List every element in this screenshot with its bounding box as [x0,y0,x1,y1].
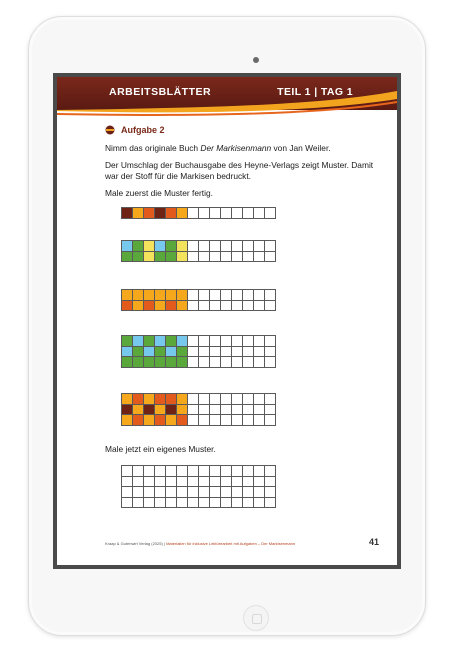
pattern-cell[interactable] [254,208,265,219]
pattern-cell[interactable] [133,394,144,405]
pattern-cell[interactable] [221,252,232,263]
pattern-cell[interactable] [155,466,166,477]
pattern-cell[interactable] [166,487,177,498]
pattern-cell[interactable] [221,415,232,426]
pattern-cell[interactable] [133,498,144,509]
pattern-cell[interactable] [122,347,133,358]
pattern-cell[interactable] [166,252,177,263]
pattern-cell[interactable] [243,301,254,312]
pattern-cell[interactable] [221,347,232,358]
pattern-cell[interactable] [265,290,276,301]
pattern-cell[interactable] [144,301,155,312]
pattern-cell[interactable] [122,487,133,498]
pattern-cell[interactable] [199,336,210,347]
pattern-cell[interactable] [188,208,199,219]
pattern-cell[interactable] [232,347,243,358]
pattern-cell[interactable] [265,394,276,405]
pattern-4[interactable] [121,335,276,368]
pattern-cell[interactable] [166,477,177,488]
pattern-cell[interactable] [210,252,221,263]
pattern-cell[interactable] [144,477,155,488]
pattern-cell[interactable] [265,241,276,252]
own-pattern-label: Male jetzt ein eigenes Muster. [105,444,216,454]
pattern-cell[interactable] [243,466,254,477]
pattern-cell[interactable] [210,394,221,405]
pattern-cell[interactable] [254,241,265,252]
pattern-cell[interactable] [133,252,144,263]
pattern-cell[interactable] [265,498,276,509]
pattern-cell[interactable] [221,466,232,477]
pattern-2[interactable] [121,240,276,262]
pattern-cell[interactable] [199,415,210,426]
worksheet-screen [53,73,401,569]
pattern-cell[interactable] [254,394,265,405]
pattern-cell[interactable] [133,347,144,358]
pattern-cell[interactable] [243,487,254,498]
pattern-cell[interactable] [177,357,188,368]
pattern-cell[interactable] [243,405,254,416]
pattern-cell[interactable] [199,208,210,219]
pattern-cell[interactable] [221,336,232,347]
pattern-cell[interactable] [177,347,188,358]
pattern-cell[interactable] [144,498,155,509]
pattern-cell[interactable] [188,301,199,312]
pattern-cell[interactable] [155,394,166,405]
pattern-cell[interactable] [144,347,155,358]
pattern-cell[interactable] [210,336,221,347]
pattern-cell[interactable] [221,290,232,301]
pattern-cell[interactable] [155,347,166,358]
pattern-cell[interactable] [221,394,232,405]
instruction-cover: Der Umschlag der Buchausgabe des Heyne-Verlags zeigt Muster. Damit war der Stoff für die Markisen bedruckt. [105,159,374,181]
pattern-cell[interactable] [232,290,243,301]
pattern-cell[interactable] [221,477,232,488]
pattern-cell[interactable] [232,466,243,477]
pattern-cell[interactable] [188,415,199,426]
pattern-cell[interactable] [210,466,221,477]
pattern-cell[interactable] [221,487,232,498]
pattern-cell[interactable] [210,477,221,488]
pattern-cell[interactable] [122,290,133,301]
pattern-cell[interactable] [133,208,144,219]
pattern-cell[interactable] [265,405,276,416]
pattern-cell[interactable] [232,477,243,488]
pattern-cell[interactable] [133,487,144,498]
pattern-cell[interactable] [122,241,133,252]
pattern-cell[interactable] [155,336,166,347]
pattern-cell[interactable] [199,477,210,488]
pattern-cell[interactable] [210,405,221,416]
pattern-cell[interactable] [265,487,276,498]
pattern-cell[interactable] [177,301,188,312]
pattern-cell[interactable] [122,477,133,488]
pattern-cell[interactable] [265,357,276,368]
pattern-cell[interactable] [243,208,254,219]
pattern-cell[interactable] [166,290,177,301]
pattern-cell[interactable] [243,347,254,358]
pattern-cell[interactable] [177,487,188,498]
pattern-grid [121,335,276,368]
pattern-cell[interactable] [133,290,144,301]
pattern-cell[interactable] [210,415,221,426]
pattern-cell[interactable] [166,394,177,405]
pattern-cell[interactable] [232,415,243,426]
pattern-cell[interactable] [254,336,265,347]
pattern-cell[interactable] [221,301,232,312]
pattern-cell[interactable] [166,241,177,252]
pattern-cell[interactable] [254,290,265,301]
pattern-cell[interactable] [122,208,133,219]
pattern-cell[interactable] [210,290,221,301]
pattern-cell[interactable] [232,336,243,347]
pattern-cell[interactable] [199,498,210,509]
pattern-cell[interactable] [133,241,144,252]
footer-credit [105,541,295,546]
pattern-cell[interactable] [144,466,155,477]
pattern-cell[interactable] [199,487,210,498]
pattern-cell[interactable] [133,466,144,477]
pattern-cell[interactable] [210,498,221,509]
pattern-cell[interactable] [188,252,199,263]
pattern-cell[interactable] [243,241,254,252]
instruction-book [105,143,375,155]
pattern-cell[interactable] [243,498,254,509]
pattern-cell[interactable] [144,290,155,301]
pattern-cell[interactable] [177,394,188,405]
pattern-cell[interactable] [265,347,276,358]
pattern-cell[interactable] [188,394,199,405]
pattern-cell[interactable] [144,405,155,416]
pattern-cell[interactable] [122,301,133,312]
worksheet-header [57,77,397,110]
pattern-cell[interactable] [188,405,199,416]
own-pattern[interactable] [121,465,276,508]
pattern-cell[interactable] [254,301,265,312]
pattern-cell[interactable] [221,357,232,368]
pattern-cell[interactable] [243,394,254,405]
pattern-cell[interactable] [188,347,199,358]
pattern-cell[interactable] [177,498,188,509]
instruction-book-start: Nimm das originale Buch [105,143,201,153]
pattern-cell[interactable] [199,466,210,477]
footer-publisher: Kraap & Gutenwirt Verlag (2025) | [105,541,167,546]
pattern-cell[interactable] [177,290,188,301]
pattern-grid [121,465,276,508]
pattern-cell[interactable] [133,405,144,416]
pattern-cell[interactable] [166,301,177,312]
pattern-cell[interactable] [155,290,166,301]
section-title: ARBEITSBLÄTTER [109,86,212,98]
pattern-cell[interactable] [254,415,265,426]
part-day-label: TEIL 1 | TAG 1 [277,86,353,98]
task-bullet-icon [105,125,115,135]
instruction-color: Male zuerst die Muster fertig. [105,187,213,198]
pattern-cell[interactable] [122,498,133,509]
pattern-cell[interactable] [144,241,155,252]
pattern-cell[interactable] [166,498,177,509]
pattern-cell[interactable] [155,415,166,426]
pattern-cell[interactable] [265,466,276,477]
pattern-cell[interactable] [144,394,155,405]
pattern-cell[interactable] [188,357,199,368]
pattern-cell[interactable] [265,208,276,219]
pattern-cell[interactable] [265,301,276,312]
pattern-cell[interactable] [144,336,155,347]
pattern-cell[interactable] [199,252,210,263]
pattern-cell[interactable] [254,498,265,509]
pattern-cell[interactable] [221,241,232,252]
pattern-cell[interactable] [265,415,276,426]
pattern-cell[interactable] [166,347,177,358]
camera [253,57,259,63]
book-title: Der Markisenmann [200,143,272,153]
pattern-cell[interactable] [210,301,221,312]
pattern-grid [121,289,276,311]
pattern-cell[interactable] [133,336,144,347]
pattern-cell[interactable] [221,405,232,416]
pattern-cell[interactable] [232,487,243,498]
pattern-cell[interactable] [155,498,166,509]
pattern-cell[interactable] [166,208,177,219]
pattern-cell[interactable] [155,252,166,263]
task-content [105,125,375,204]
pattern-cell[interactable] [122,415,133,426]
pattern-cell[interactable] [166,357,177,368]
pattern-cell[interactable] [188,498,199,509]
page-number: 41 [368,537,379,547]
pattern-cell[interactable] [265,477,276,488]
pattern-cell[interactable] [122,336,133,347]
pattern-cell[interactable] [133,357,144,368]
pattern-cell[interactable] [243,357,254,368]
pattern-cell[interactable] [188,241,199,252]
pattern-cell[interactable] [254,466,265,477]
pattern-cell[interactable] [122,394,133,405]
pattern-grid [121,207,276,219]
pattern-cell[interactable] [254,477,265,488]
pattern-grid [121,393,276,426]
pattern-cell[interactable] [199,241,210,252]
pattern-cell[interactable] [199,394,210,405]
pattern-cell[interactable] [177,477,188,488]
pattern-cell[interactable] [199,290,210,301]
pattern-cell[interactable] [133,415,144,426]
pattern-cell[interactable] [122,252,133,263]
pattern-cell[interactable] [254,357,265,368]
pattern-cell[interactable] [122,405,133,416]
task-heading [105,125,375,135]
pattern-cell[interactable] [177,405,188,416]
pattern-cell[interactable] [177,208,188,219]
pattern-cell[interactable] [166,466,177,477]
pattern-cell[interactable] [254,405,265,416]
pattern-cell[interactable] [188,466,199,477]
pattern-cell[interactable] [232,241,243,252]
pattern-cell[interactable] [155,301,166,312]
pattern-cell[interactable] [199,357,210,368]
task-title: Aufgabe 2 [121,125,165,135]
pattern-cell[interactable] [232,405,243,416]
pattern-cell[interactable] [166,415,177,426]
pattern-cell[interactable] [155,241,166,252]
pattern-cell[interactable] [243,415,254,426]
home-button[interactable] [243,605,269,631]
pattern-cell[interactable] [166,405,177,416]
pattern-cell[interactable] [188,290,199,301]
pattern-1[interactable] [121,207,276,219]
pattern-cell[interactable] [188,477,199,488]
pattern-cell[interactable] [188,487,199,498]
pattern-cell[interactable] [232,394,243,405]
pattern-cell[interactable] [243,336,254,347]
pattern-cell[interactable] [122,357,133,368]
pattern-cell[interactable] [232,498,243,509]
pattern-cell[interactable] [221,498,232,509]
pattern-cell[interactable] [265,336,276,347]
pattern-cell[interactable] [177,466,188,477]
pattern-cell[interactable] [232,208,243,219]
pattern-cell[interactable] [122,466,133,477]
pattern-cell[interactable] [199,347,210,358]
pattern-cell[interactable] [221,208,232,219]
pattern-cell[interactable] [144,208,155,219]
pattern-cell[interactable] [188,336,199,347]
pattern-cell[interactable] [254,487,265,498]
pattern-cell[interactable] [133,477,144,488]
pattern-cell[interactable] [254,347,265,358]
pattern-3[interactable] [121,289,276,311]
pattern-cell[interactable] [243,252,254,263]
pattern-cell[interactable] [144,487,155,498]
pattern-cell[interactable] [254,252,265,263]
pattern-cell[interactable] [155,357,166,368]
instruction-book-end: von Jan Weiler. [271,143,331,153]
pattern-cell[interactable] [265,252,276,263]
pattern-cell[interactable] [199,405,210,416]
pattern-cell[interactable] [177,415,188,426]
pattern-cell[interactable] [177,252,188,263]
pattern-cell[interactable] [144,357,155,368]
pattern-cell[interactable] [210,241,221,252]
pattern-cell[interactable] [144,415,155,426]
pattern-cell[interactable] [210,347,221,358]
pattern-cell[interactable] [232,252,243,263]
pattern-cell[interactable] [232,357,243,368]
pattern-cell[interactable] [177,241,188,252]
pattern-cell[interactable] [232,301,243,312]
pattern-cell[interactable] [155,208,166,219]
pattern-5[interactable] [121,393,276,426]
footer-series: Materialien für inklusive Lektürearbeit mit Aufgaben – Der Markisenmann [166,541,296,546]
pattern-cell[interactable] [133,301,144,312]
pattern-cell[interactable] [155,487,166,498]
pattern-cell[interactable] [144,252,155,263]
pattern-cell[interactable] [210,487,221,498]
pattern-cell[interactable] [210,208,221,219]
pattern-cell[interactable] [155,477,166,488]
pattern-cell[interactable] [199,301,210,312]
pattern-cell[interactable] [166,336,177,347]
pattern-cell[interactable] [155,405,166,416]
pattern-cell[interactable] [243,290,254,301]
pattern-cell[interactable] [243,477,254,488]
pattern-cell[interactable] [177,336,188,347]
pattern-cell[interactable] [210,357,221,368]
pattern-grid [121,240,276,262]
